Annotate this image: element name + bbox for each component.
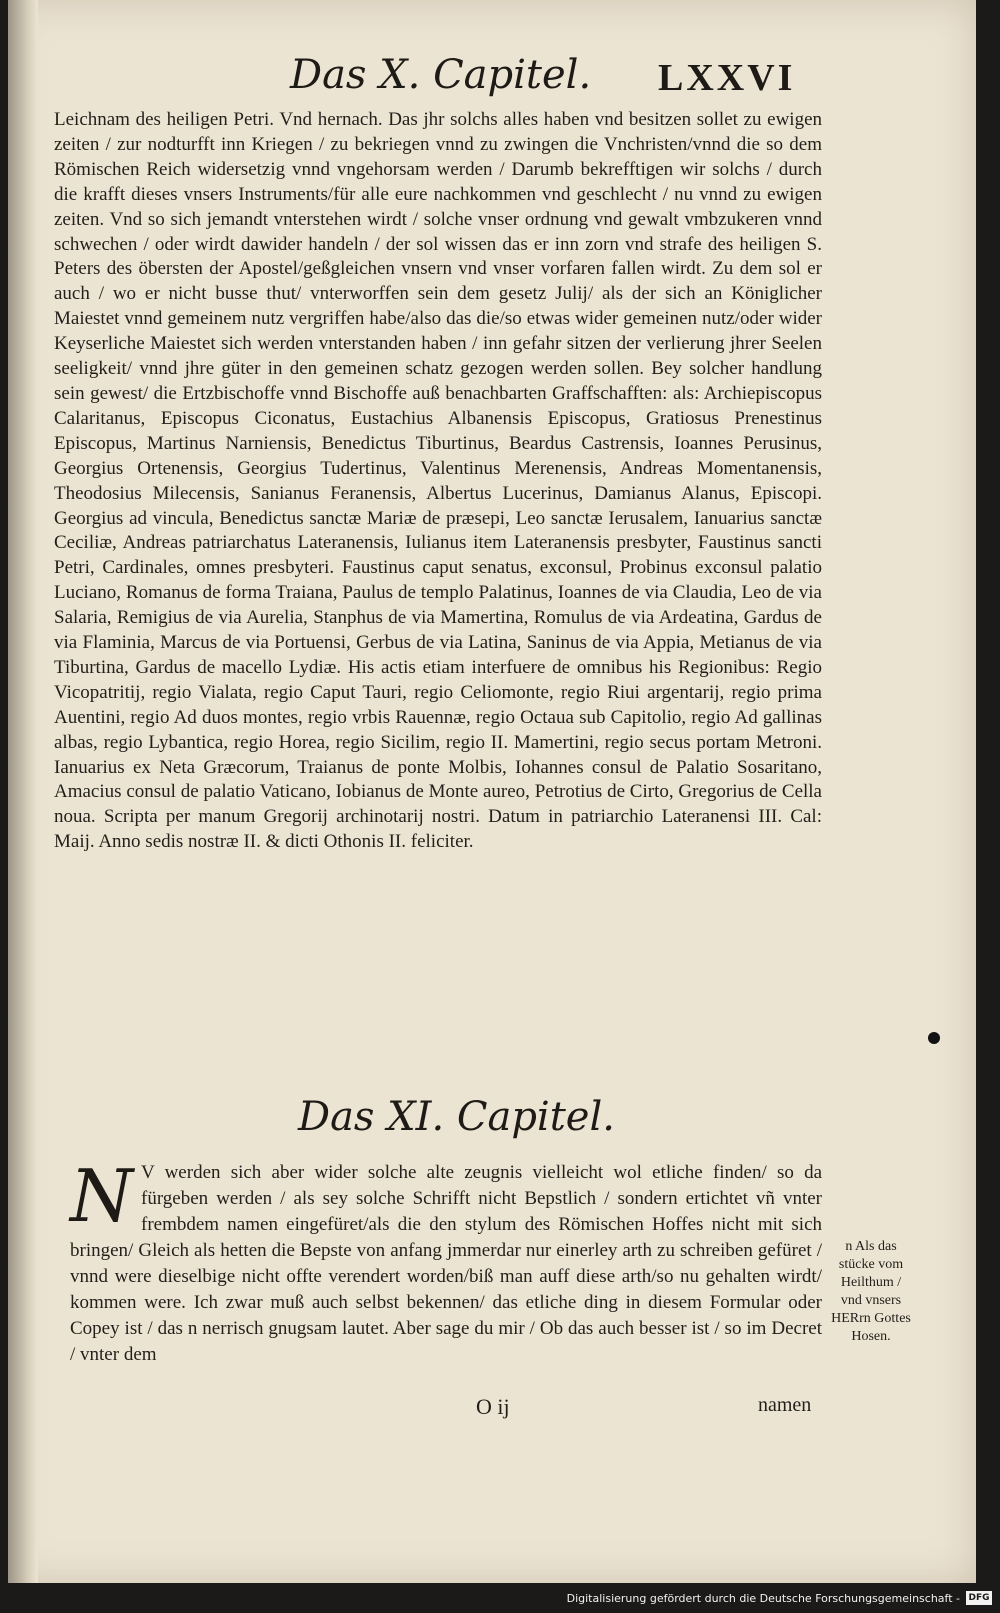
footer-bar: [0, 1586, 1000, 1613]
chapter-heading: Das X. Capitel.: [290, 52, 592, 98]
chapter-10-paragraph: Leichnam des heiligen Petri. Vnd hernach. Das jhr solchs alles haben vnd besitzen sollet zu ewigen zeiten / zur nodturfft inn Kriegen / zu bekriegen vnnd zu zwingen die Vnchristen/vnnd die so dem Römischen Reich widersetzig vnnd vngehorsam werden / Darumb bekrefftigen wir solchs / durch die krafft dieses vnsers Instruments/für alle eure nachkommen vnd geschlecht / nu vnnd zu ewigen zeiten. Vnd so sich jemandt vnterstehen wirdt / solche vnser ordnung vnd gewalt vmbzukeren vnnd schwechen / oder wirdt dawider handeln / der sol wissen das er inn zorn vnd strafe des heiligen S. Peters des öbersten der Apostel/geßgleichen vnsern vnd vnser vorfaren fallen wirdt. Zu dem sol er auch / wo er nicht busse thut/ vnterworffen sein dem gesetz Julij/ als der sich an Königlicher Maiestet vnnd gemeinem nutz vergriffen habe/also das die/so etwas wider gemeinen nutz/oder wider Keyserliche Maiestet sich werden vnterstanden haben / inn gefahr sitzen der verlierung jhrer Seelen seeligkeit/ vnnd jhre güter in den gemeinen schatz gezogen werden sollen. Bey solcher handlung sein gewest/ die Ertzbischoffe vnnd Bischoffe auß benachbarten Graffschafften: als: Archiepiscopus Calaritanus, Episcopus Ciconatus, Eustachius Albanensis Episcopus, Gratiosus Prenestinus Episcopus, Martinus Narniensis, Benedictus Tiburtinus, Beardus Castrensis, Ioannes Perusinus, Georgius Ortenensis, Georgius Tudertinus, Valentinus Merenensis, Andreas Momentanensis, Theodosius Milecensis, Sanianus Feranensis, Albertus Lucerinus, Damianus Alanus, Episcopi. Georgius ad vincula, Benedictus sanctæ Mariæ de præsepi, Leo sanctæ Ierusalem, Ianuarius sanctæ Ceciliæ, Andreas patriarchatus Lateranensis, Iulianus item Lateranensis presbyter, Faustinus sancti Petri, Cardinales, omnes presbyteri. Faustinus caput senatus, exconsul, Probinus exconsul palatio Luciano, Romanus de forma Traiana, Paulus de templo Palatinus, Ioannes de via Claudia, Leo de via Salaria, Remigius de via Aurelia, Stanphus de via Mamertina, Romulus de via Ardeatina, Gardus de via Flaminia, Marcus de via Portuensi, Gerbus de via Latina, Saninus de via Appia, Metianus de via Tiburtina, Gardus de macello Lydiæ. His actis etiam interfuere de omnibus his Regionibus: Regio Vicopatritij, regio Vialata, regio Caput Tauri, regio Celiomonte, regio Riui argentarij, regio prima Auentini, regio Ad duos montes, regio vrbis Rauennæ, regio Octaua sub Capitolio, regio Ad gallinas albas, regio Lybantica, regio Horea, regio Sicilim, regio II. Mamertini, regio secus portam Metroni. Ianuarius ex Neta Græcorum, Traianus de ponte Molbis, Iohannes consul de Palatio Sosaritano, Amacius consul de palatio Vaticano, Iobianus de Monte aureo, Petrotius de Cirto, Gregorius de Cella noua. Scripta per manum Gregorij archinotarij nostri. Datum in patriarchio Lateranensi III. Cal: Maij. Anno sedis nostræ II. & dicti Othonis II. feliciter.: [54, 109, 822, 853]
book-page: [8, 0, 976, 1583]
folio-number: LXXVI: [658, 57, 796, 99]
chapter-11-paragraph: V werden sich aber wider solche alte zeugnis vielleicht wol etliche finden/ so da fürgeben werden / als sey solche Schrifft nicht Bepstlich / sondern ertichtet vñ vnter frembdem namen eingefüret/als die den stylum des Römischen Hoffes nicht mit sich bringen/ Gleich als hetten die Bepste von anfang jmmerdar nur einerley arth zu schreiben gefüret / vnnd were dieselbige nicht offte verendert worden/biß man auff diese arth/so nu gehalten wirdt/ kommen were. Ich zwar muß auch selbst bekennen/ das etliche ding in diesem Formular oder Copey ist / das n nerrisch gnugsam lautet. Aber sage du mir / Ob das auch besser ist / so im Decret / vnter dem: [70, 1162, 822, 1365]
chapter-10-body: [54, 108, 822, 855]
chapter-11-body: [70, 1154, 822, 1368]
decorated-initial: N: [70, 1154, 133, 1238]
running-header: [8, 52, 976, 102]
funding-credit: Digitalisierung gefördert durch die Deutsche Forschungsgemeinschaft -: [566, 1592, 960, 1605]
signature-mark: O ij: [476, 1394, 510, 1419]
marginal-note: n Als das stücke vom Heilthum / vnd vnsers HERrn Gottes Hosen.: [831, 1239, 911, 1344]
chapter-11-heading: Das XI. Capitel.: [298, 1094, 615, 1140]
catchword: namen: [758, 1394, 812, 1416]
page-gutter-shadow: [8, 0, 38, 1583]
marker-dot: [928, 1032, 940, 1044]
dfg-logo: DFG: [966, 1591, 992, 1605]
